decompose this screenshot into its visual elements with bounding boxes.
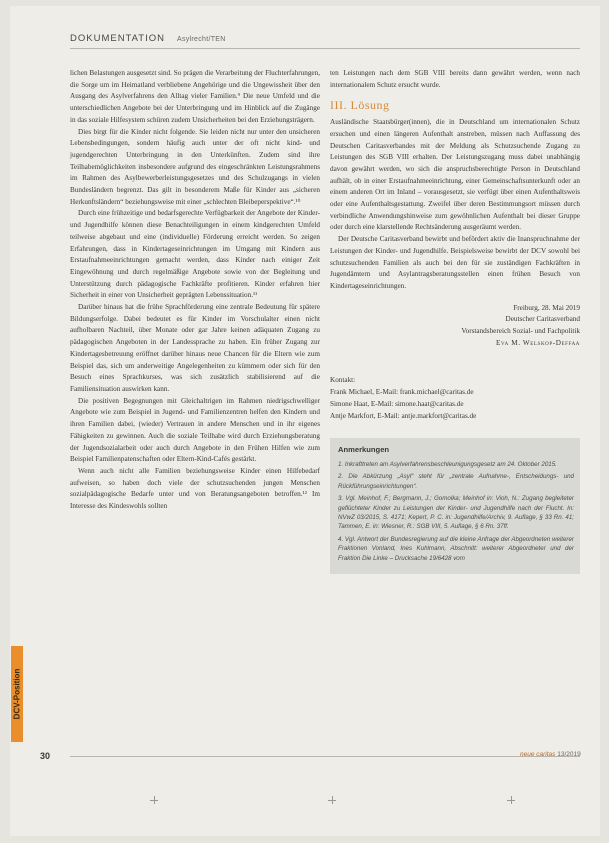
contacts-block (330, 375, 580, 422)
note-item: 2. Die Abkürzung „Asyl“ steht für „zentrale Aufnahme-, Entscheidungs- und Rückführungseinrichtungen“. (338, 473, 574, 490)
footer-divider (70, 756, 580, 757)
footer-publication (520, 751, 581, 758)
contact-line: Frank Michael, E-Mail: frank.michael@caritas.de (330, 388, 474, 397)
signature-block (330, 303, 580, 350)
notes-heading: Anmerkungen (338, 445, 390, 455)
crop-mark-icon (328, 796, 336, 804)
note-item: 4. Vgl. Antwort der Bundesregierung auf die kleine Anfrage der Abgeordneten weiterer Fraktionen Vonland, Ines Kuhlmann, Abschnitt: weiterer Abgeordneter und der Fraktion Die Linke – Drucksache 19/6428 vom (338, 535, 574, 562)
signature-name: Eva M. Welskop-Deffaa (496, 338, 580, 347)
page-header (70, 33, 226, 44)
notes-box (330, 438, 580, 574)
crop-mark-icon (507, 796, 515, 804)
footer-issue: 13/2019 (557, 751, 581, 758)
crop-mark-icon (150, 796, 158, 804)
note-item: 1. Inkrafttreten am Asylverfahrensbeschleunigungsgesetz am 24. Oktober 2015. (338, 460, 557, 468)
header-section: DOKUMENTATION (70, 33, 165, 44)
section-heading: III. Lösung (330, 98, 390, 113)
right-column (330, 68, 580, 574)
signature-place-date: Freiburg, 28. Mai 2019 (513, 303, 580, 312)
footer-magazine: neue caritas (520, 751, 556, 758)
body-paragraph: Dies birgt für die Kinder nicht folgende. Sie leiden nicht nur unter den unsicheren Lebensbedingungen, sondern häufig auch unter der oft nicht kind- und jugendgerechten Unterbringung in den Unterkünften. Zudem sind ihre Teilhabemöglichkeiten insbesondere aufgrund des eingeschränkten Leistungsrahmens im Rahmen des Asylbewerberleistungsgesetzes und des Schulzugangs in vielen Bundesländern begrenzt. Das gilt in besonderem Maße für Kinder aus „sicheren Herkunftsländern“ beziehungsweise mit einer „schlechten Bleibeperspektive“.¹⁰ (70, 127, 320, 206)
contact-line: Antje Markfort, E-Mail: antje.markfort@caritas.de (330, 411, 477, 420)
signature-department: Vorstandsbereich Sozial- und Fachpolitik (461, 327, 580, 336)
header-subsection: Asylrecht/TEN (176, 36, 226, 43)
header-divider (70, 48, 580, 49)
body-paragraph: Wenn auch nicht alle Familien beziehungsweise Kinder einen Hilfebedarf aufweisen, so haben doch viele der schutzsuchenden jungen Menschen sozialpädagogische Bedarfe unter und von Beratungsangeboten betroffen.¹² Im Interesse des Kindeswohls sollten (70, 466, 320, 511)
side-tab-label: DCV-Position (12, 668, 22, 720)
side-tab (11, 646, 23, 742)
body-paragraph: Die positiven Begegnungen mit Gleichaltrigen im Rahmen niedrigschwelliger Angebote wie zum Beispiel in Jugend- und Familienzentren helfen den Kindern und ihren Familien dabei, (wieder) Vertrauen in andere Menschen und in ihr eigenes Fähigkeiten zu gewinnen. Auch die soziale Teilhabe wird durch Erziehungsberatung der Jugendsozialarbeit oder auch durch Angebote in den Frühen Hilfen wie zum Beispiel Familienpatenschaften oder Eltern-Kind-Cafés gestärkt. (70, 396, 320, 464)
document-page (10, 6, 600, 836)
contacts-heading: Kontakt: (330, 376, 356, 385)
body-paragraph: lichen Belastungen ausgesetzt sind. So prägen die Verarbeitung der Fluchterfahrungen, die Sorge um im Heimatland verbliebene Angehörige und die Ungewissheit über den Ausgang des Asylverfahrens den Alltag vieler Familien.⁹ Die neue Umfeld und die unterschiedlichen Angebote bei der Unterbringung und im Hinblick auf die Zugänge in das soziale Hilfesystem schüren zudem Unsicherheiten bei den Erziehungsträgern. (70, 69, 320, 124)
left-column (70, 68, 320, 513)
body-paragraph: ten Leistungen nach dem SGB VIII bereits dann gewährt werden, wenn nach internationalem Schutz ersucht wurde. (330, 69, 580, 89)
body-paragraph: Darüber hinaus hat die frühe Sprachförderung eine zentrale Bedeutung für spätere Bildungserfolge. Dabei bedeutet es für Kinder im Vorschulalter einen nicht aufholbaren Nachteil, über Monate oder gar Jahre keinen adäquaten Zugang zu pädagogischen Angeboten in der Landessprache zu haben. Ein früher Zugang zur Kindertagesbetreuung eröffnet darüber hinaus neue Chancen für die Eltern wie zum Beispiel das, sich um anderweitige Angelegenheiten zu kümmern oder sich für den Besuch eines Sprachkurses, was sich zusätzlich stabilisierend auf die Familiensituation auswirken kann. (70, 303, 320, 393)
note-item: 3. Vgl. Meinhof, F.; Bergmann, J.; Gomolka; Meinhof in: Vioh, N.: Zugang begleiteter geflüchteter Kinder zu Leistungen der Kinder- und Jugendhilfe nach der Flucht. In: NVwZ 03/2015, S. 4171; Kepert, P. C. in: Jugendhilfe/Archiv, 9. Auflage, § 33 Rn. 41; Tammen, E. in: Wiesner, R.: SGB VIII, 5. Auflage, § 6 Rn. 37ff. (338, 495, 574, 531)
notes-list (338, 460, 574, 563)
body-paragraph: Durch eine frühzeitige und bedarfsgerechte Verfügbarkeit der Angebote der Kinder- und Jugendhilfe können diese Benachteiligungen in einem kindgerechten Umfeld teilweise abgebaut und eine (individuelle) Förderung erreicht werden. So zeigen Erfahrungen, dass in Kindertageseinrichtungen im Umgang mit Kindern aus Erstaufnahmeeinrichtungen gemacht werden, dass Kinder nach einiger Zeit Eingewöhnung und durch regelmäßige Angebote sowie von der Begleitung und Unterstützung durch pädagogische Fachkräfte profitieren. Kinder erfahren hier Sicherheit in einer von Unsicherheit geprägten Lebenssituation.¹¹ (70, 209, 320, 300)
signature-organization: Deutscher Caritasverband (505, 315, 580, 324)
page-number: 30 (40, 751, 51, 761)
body-paragraph: Ausländische Staatsbürger(innen), die in Deutschland um internationalen Schutz ersuchen und einen längeren Aufenthalt anstreben, müssen nach Auffassung des Deutschen Caritasverbandes mit der Meldung als Schutzsuchende Zugang zu Leistungen des SGB VIII erhalten. Der Leistungszugang muss dabei unabhängig davon gewährt werden, wo sich die anspruchsberechtigte Person in Deutschland aufhält, ob in einer Erstaufnahmeeinrichtung, einer Gemeinschaftsunterkunft oder an einem anderen Ort im Inland – vorausgesetzt, sie verfügt über einen Aufenthaltsweis oder eine Aufenthaltsgestattung. Zweifel über deren Bestimmungsort müssen durch verbindliche Anwendungshinweise zum gewöhnlichen Aufenthalt bei dieser Gruppe oder durch eine klarstellende Rechtsänderung ausgeräumt werden. (330, 118, 580, 232)
body-paragraph: Der Deutsche Caritasverband bewirbt und befördert aktiv die Inanspruchnahme der Leistungen der Kinder- und Jugendhilfe. Beispielsweise bewirbt der DCV sowohl bei schutzsuchenden Familien als auch bei den für sie zuständigen Fachkräften in Jugendämtern und Asylantragsberatungsstellen einen frühen Besuch von Kindertageseinrichtungen. (330, 235, 580, 290)
contact-line: Simone Haat, E-Mail: simone.haat@caritas.de (330, 399, 464, 408)
